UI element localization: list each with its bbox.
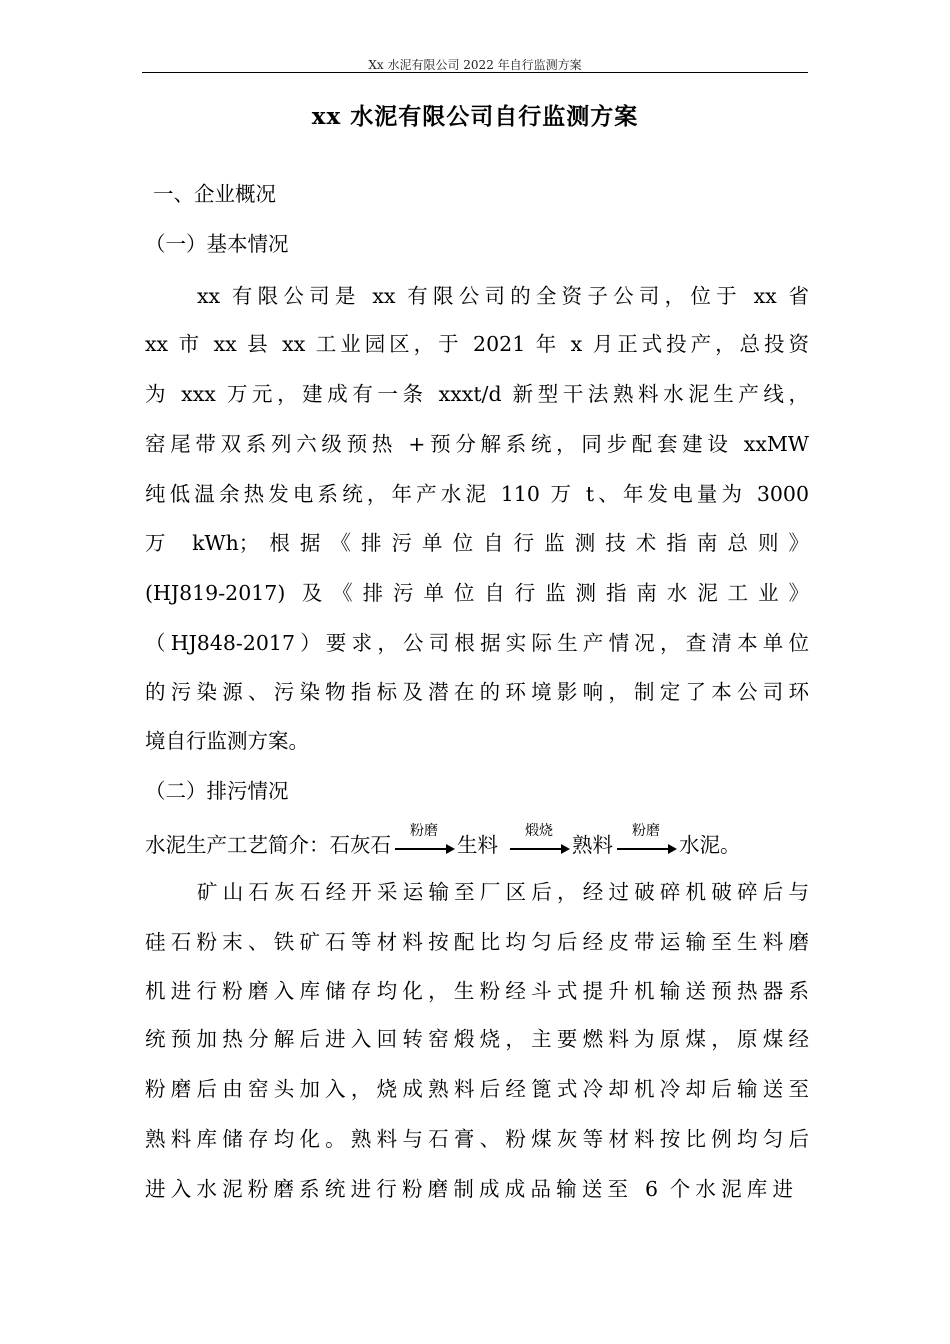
- paragraph-line: 熟料库储存均化。熟料与石膏、粉煤灰等材料按比例均匀后: [145, 1127, 809, 1151]
- paragraph-line: 矿山石灰石经开采运输至厂区后，经过破碎机破碎后与: [197, 880, 809, 904]
- arrow-label: 粉磨: [410, 823, 438, 839]
- header-rule: [142, 72, 808, 73]
- subsection-heading-emissions: （二）排污情况: [145, 779, 289, 803]
- paragraph-line: 境自行监测方案。: [145, 729, 309, 753]
- process-arrow: [393, 823, 455, 861]
- paragraph-line: 进入水泥粉磨系统进行粉磨制成成品输送至 6 个水泥库进: [145, 1177, 793, 1201]
- arrow-shaft: [395, 848, 449, 850]
- paragraph-line: 硅石粉末、铁矿石等材料按配比均匀后经皮带运输至生料磨: [145, 930, 809, 954]
- paragraph-line: xx 市 xx 县 xx 工业园区，于 2021 年 x 月正式投产，总投资: [145, 332, 809, 356]
- paragraph-line: 窑尾带双系列六级预热 +预分解系统，同步配套建设 xxMW: [145, 432, 809, 456]
- paragraph-line: 的污染源、污染物指标及潜在的环境影响，制定了本公司环: [145, 680, 809, 704]
- arrow-label: 煅烧: [525, 823, 553, 839]
- paragraph-line: 万 kWh；根据《排污单位自行监测技术指南总则》: [145, 531, 809, 555]
- paragraph-line: xx 有限公司是 xx 有限公司的全资子公司，位于 xx 省: [197, 284, 809, 308]
- paragraph-line: （HJ848-2017）要求，公司根据实际生产情况，查清本单位: [145, 631, 809, 655]
- arrow-label: 粉磨: [632, 823, 660, 839]
- paragraph-line: 粉磨后由窑头加入，烧成熟料后经篦式冷却机冷却后输送至: [145, 1077, 809, 1101]
- subsection-heading-basic-info: （一）基本情况: [145, 232, 289, 256]
- process-flow-prefix: 水泥生产工艺简介：石灰石: [145, 833, 391, 857]
- process-output: 生料: [457, 833, 498, 857]
- section-heading-overview: 一、企业概况: [153, 182, 276, 206]
- paragraph-line: 机进行粉磨入库储存均化，生粉经斗式提升机输送预热器系: [145, 979, 809, 1003]
- arrow-right-icon: [446, 844, 455, 854]
- process-flow: [145, 823, 809, 861]
- document-title: xx 水泥有限公司自行监测方案: [311, 103, 639, 130]
- paragraph-line: (HJ819-2017) 及《排污单位自行监测指南水泥工业》: [145, 581, 809, 605]
- arrow-right-icon: [668, 844, 677, 854]
- process-arrow: [508, 823, 570, 861]
- paragraph-line: 纯低温余热发电系统，年产水泥 110 万 t、年发电量为 3000: [145, 482, 809, 506]
- process-output: 熟料: [572, 833, 613, 857]
- running-header: Xx 水泥有限公司 2022 年自行监测方案: [368, 58, 582, 72]
- paragraph-line: 统预加热分解后进入回转窑煅烧，主要燃料为原煤，原煤经: [145, 1027, 809, 1051]
- paragraph-line: 为 xxx 万元，建成有一条 xxxt/d 新型干法熟料水泥生产线，: [145, 382, 809, 406]
- process-output: 水泥。: [679, 833, 741, 857]
- process-arrow: [615, 823, 677, 861]
- arrow-shaft: [617, 848, 671, 850]
- arrow-shaft: [510, 848, 564, 850]
- arrow-right-icon: [561, 844, 570, 854]
